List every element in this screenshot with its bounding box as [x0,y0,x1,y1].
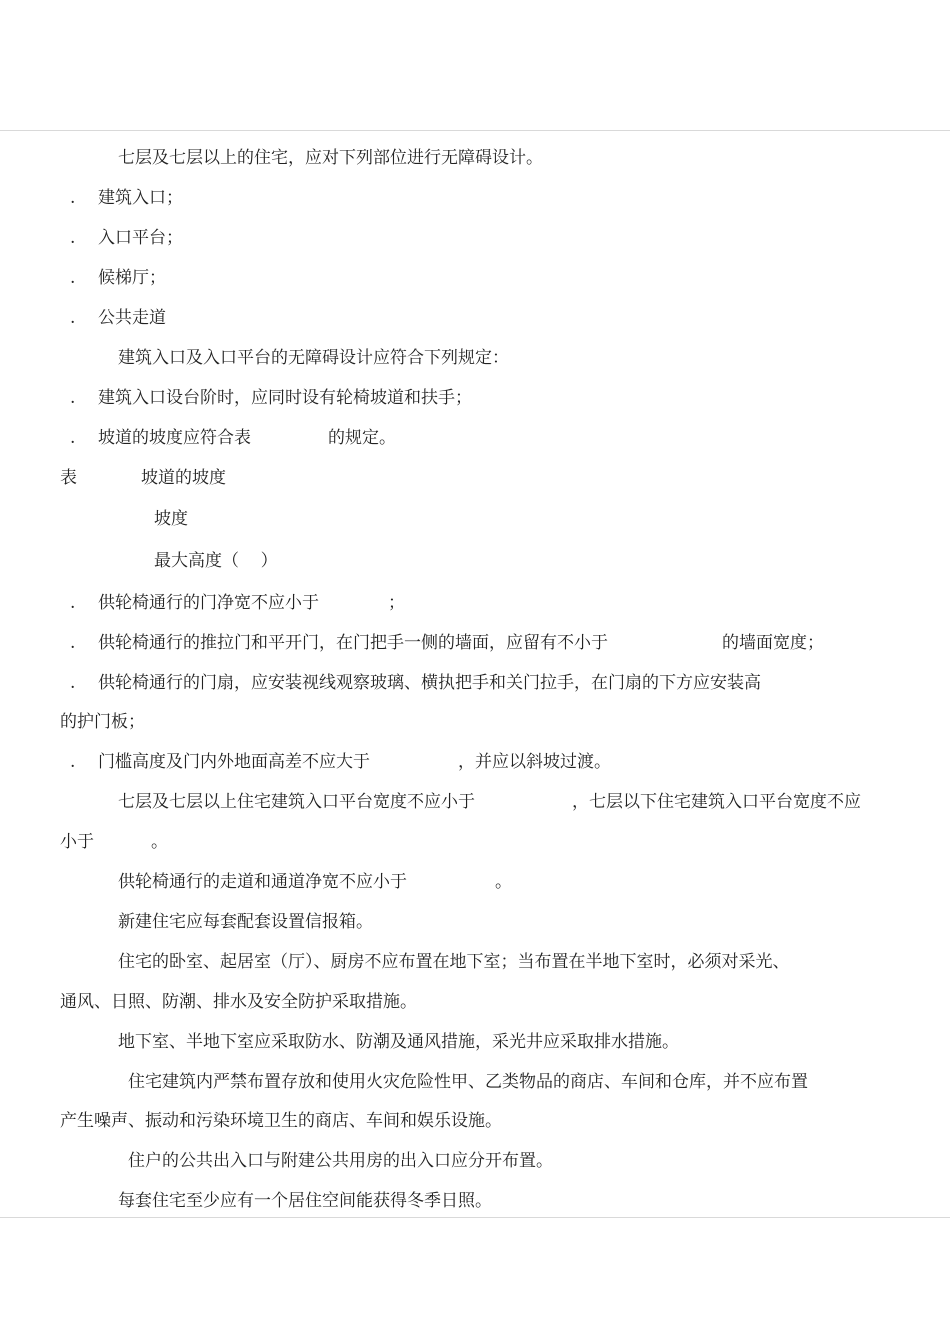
table-header-max-height: 最大高度（ ） [154,551,278,571]
list-item-threshold: 门槛高度及门内外地面高差不应大于 [98,752,370,772]
list-item-door-wall: 供轮椅通行的推拉门和平开门，在门把手一侧的墙面，应留有不小于 [98,633,608,653]
paragraph-basement-rooms: 住宅的卧室、起居室（厅）、厨房不应布置在地下室；当布置在半地下室时，必须对采光、 [118,952,790,972]
paragraph-hazard-goods-cont: 产生噪声、振动和污染环境卫生的商店、车间和娱乐设施。 [60,1111,502,1131]
paragraph-platform-width-end: 。 [151,832,168,852]
list-item-steps-ramp: 建筑入口设台阶时，应同时设有轮椅坡道和扶手； [98,388,472,408]
list-item-ramp-slope-tail: 的规定。 [328,428,396,448]
paragraph-corridor-width: 供轮椅通行的走道和通道净宽不应小于 [118,872,407,892]
list-item-door-width: 供轮椅通行的门净宽不应小于 [98,593,319,613]
paragraph-platform-width-cont: 小于 [60,832,94,852]
table-header-slope: 坡度 [154,509,188,529]
paragraph-platform-width: 七层及七层以上住宅建筑入口平台宽度不应小于 [118,792,475,812]
list-item-door-wall-tail: 的墙面宽度； [722,633,824,653]
list-bullet: . [70,633,76,653]
paragraph-basement-rooms-cont: 通风、日照、防潮、排水及安全防护采取措施。 [60,992,417,1012]
list-bullet: . [70,752,76,772]
list-bullet: . [70,428,76,448]
footer-divider [0,1217,950,1218]
list-bullet: . [70,388,76,408]
list-item-elevator-hall: 候梯厅； [98,268,166,288]
paragraph-corridor-width-end: 。 [495,872,512,892]
list-bullet: . [70,228,76,248]
list-item-door-leaf-cont: 的护门板； [60,712,145,732]
table-label: 表 [60,468,77,488]
paragraph-mailbox: 新建住宅应每套配套设置信报箱。 [118,912,373,932]
paragraph-basement-measures: 地下室、半地下室应采取防水、防潮及通风措施，采光井应采取排水措施。 [118,1032,679,1052]
table-title: 坡道的坡度 [141,468,226,488]
paragraph-intro: 七层及七层以上的住宅，应对下列部位进行无障碍设计。 [118,148,543,168]
list-item-door-width-tail: ； [388,593,405,613]
list-bullet: . [70,308,76,328]
list-bullet: . [70,268,76,288]
list-item-threshold-tail: ，并应以斜坡过渡。 [458,752,611,772]
list-bullet: . [70,673,76,693]
header-divider [0,130,950,131]
paragraph-winter-sunlight: 每套住宅至少应有一个居住空间能获得冬季日照。 [118,1191,492,1211]
list-item-door-leaf: 供轮椅通行的门扇，应安装视线观察玻璃、横执把手和关门拉手，在门扇的下方应安装高 [98,673,761,693]
paragraph-hazard-goods: 住宅建筑内严禁布置存放和使用火灾危险性甲、乙类物品的商店、车间和仓库，并不应布置 [128,1072,808,1092]
list-item-public-corridor: 公共走道 [98,308,166,328]
paragraph-platform-width-mid: ，七层以下住宅建筑入口平台宽度不应 [572,792,861,812]
list-bullet: . [70,188,76,208]
list-item-building-entrance: 建筑入口； [98,188,183,208]
list-bullet: . [70,593,76,613]
paragraph-separate-entrances: 住户的公共出入口与附建公共用房的出入口应分开布置。 [128,1151,553,1171]
paragraph-entrance-rules: 建筑入口及入口平台的无障碍设计应符合下列规定： [118,348,509,368]
list-item-entrance-platform: 入口平台； [98,228,183,248]
list-item-ramp-slope: 坡道的坡度应符合表 [98,428,251,448]
